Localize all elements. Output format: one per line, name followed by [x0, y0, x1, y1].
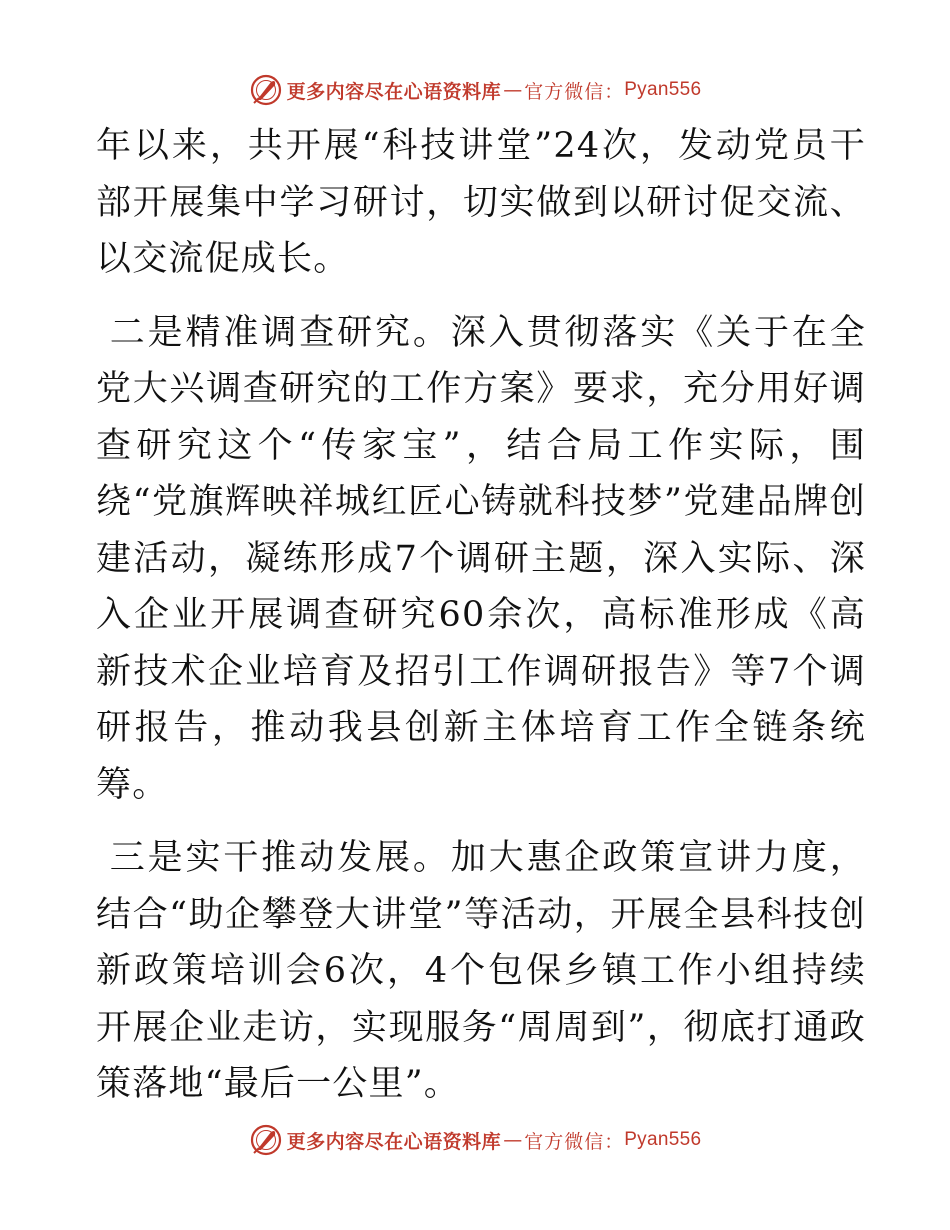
paragraph-3-text: 三是实干推动发展。加大惠企政策宣讲力度，结合“助企攀登大讲堂”等活动，开展全县科技创新政策培训会6次，4个包保乡镇工作小组持续开展企业走访，实现服务“周周到”，彻底打通政策落地“最后一公里”。 [96, 838, 866, 1104]
banner-wechat-label: 官方微信： [524, 1130, 625, 1153]
quill-pen-circle-icon [249, 1123, 283, 1157]
banner-wechat-id: Pyan556 [624, 1129, 702, 1150]
header-banner [0, 70, 950, 110]
banner-main-text: 更多内容尽在心语资料库 [286, 80, 502, 103]
footer-banner [0, 1120, 950, 1160]
document-body [96, 118, 866, 1113]
paragraph-2 [96, 305, 866, 814]
paragraph-2-text: 二是精准调查研究。深入贯彻落实《关于在全党大兴调查研究的工作方案》要求，充分用好调查研究这个“传家宝”，结合局工作实际，围绕“党旗辉映祥城红匠心铸就科技梦”党建品牌创建活动，凝练形成7个调研主题，深入实际、深入企业开展调查研究60余次，高标准形成《高新技术企业培育及招引工作调研报告》等7个调研报告，推动我县创新主体培育工作全链条统筹。 [96, 312, 866, 805]
paragraph-1: 年以来，共开展“科技讲堂”24次，发动党员干部开展集中学习研讨，切实做到以研讨促交流、以交流促成长。 [96, 126, 866, 279]
banner-dash: — [503, 79, 523, 101]
banner-main-text: 更多内容尽在心语资料库 [286, 1130, 502, 1153]
banner-wechat-label: 官方微信： [524, 80, 625, 103]
banner-dash: — [503, 1129, 523, 1151]
paragraph-3 [96, 830, 866, 1113]
banner-wechat-id: Pyan556 [624, 79, 702, 100]
quill-pen-circle-icon [249, 73, 283, 107]
